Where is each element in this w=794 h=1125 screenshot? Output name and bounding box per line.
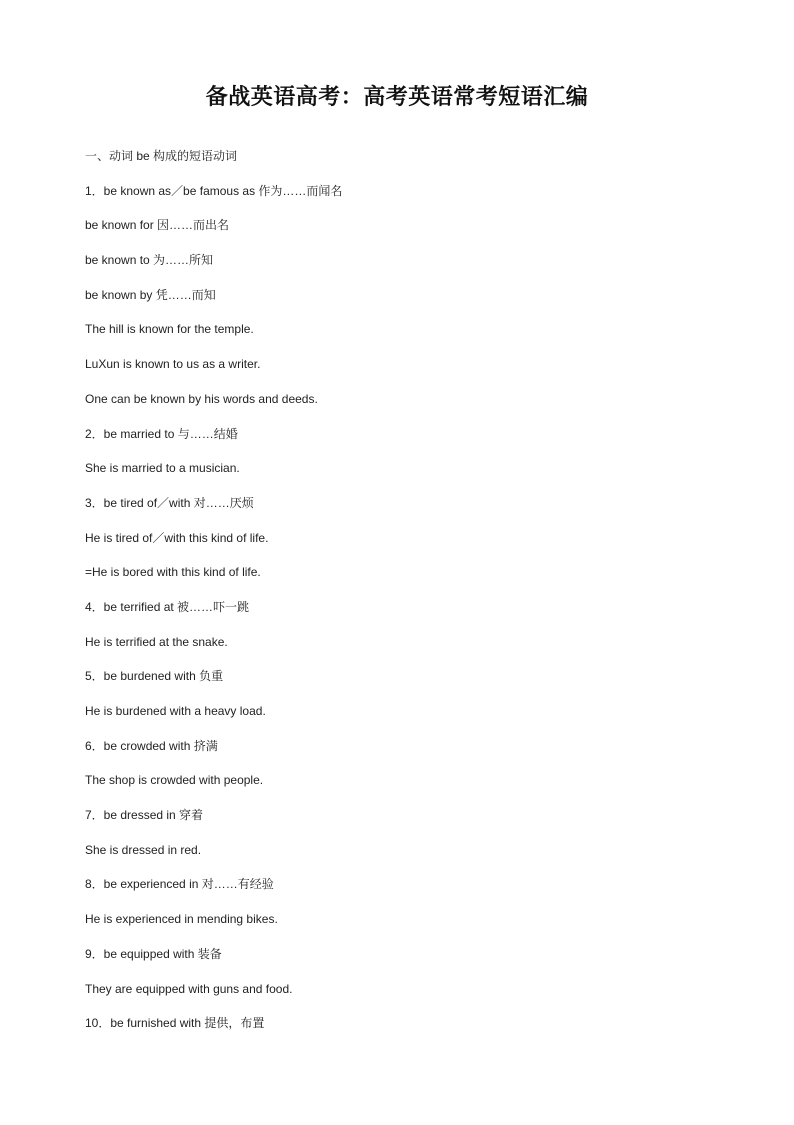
example-sentence: =He is bored with this kind of life. bbox=[85, 565, 261, 580]
section-heading: 一、动词 be 构成的短语动词 bbox=[85, 149, 238, 163]
phrase-entry: 5．be burdened with 负重 bbox=[85, 669, 224, 684]
phrase-entry: 4．be terrified at 被……吓一跳 bbox=[85, 599, 250, 614]
example-sentence: He is experienced in mending bikes. bbox=[85, 912, 278, 927]
phrase-entry: be known by 凭……而知 bbox=[85, 287, 216, 302]
example-sentence: One can be known by his words and deeds. bbox=[85, 391, 318, 406]
example-sentence: She is married to a musician. bbox=[85, 461, 240, 476]
example-sentence: He is tired of／with this kind of life. bbox=[85, 530, 269, 545]
phrase-entry: 6．be crowded with 挤满 bbox=[85, 738, 218, 753]
phrase-entry: 1．be known as／be famous as 作为……而闻名 bbox=[85, 183, 343, 198]
document-body bbox=[85, 147, 725, 1049]
phrase-entry: 2．be married to 与……结婚 bbox=[85, 426, 238, 441]
example-sentence: She is dressed in red. bbox=[85, 842, 202, 857]
phrase-entry: 9．be equipped with 装备 bbox=[85, 946, 222, 961]
phrase-entry: 8．be experienced in 对……有经验 bbox=[85, 877, 274, 892]
example-sentence: They are equipped with guns and food. bbox=[85, 981, 293, 996]
example-sentence: He is terrified at the snake. bbox=[85, 634, 228, 649]
document-title: 备战英语高考：高考英语常考短语汇编 bbox=[205, 84, 589, 110]
phrase-entry: be known to 为……所知 bbox=[85, 253, 214, 268]
example-sentence: He is burdened with a heavy load. bbox=[85, 704, 266, 718]
phrase-entry: be known for 因……而出名 bbox=[85, 218, 230, 233]
example-sentence: The shop is crowded with people. bbox=[85, 773, 264, 788]
phrase-entry: 10．be furnished with 提供，布置 bbox=[85, 1016, 265, 1031]
example-sentence: LuXun is known to us as a writer. bbox=[85, 357, 261, 372]
phrase-entry: 3．be tired of／with 对……厌烦 bbox=[85, 495, 254, 510]
example-sentence: The hill is known for the temple. bbox=[85, 322, 254, 337]
phrase-entry: 7．be dressed in 穿着 bbox=[85, 808, 204, 823]
